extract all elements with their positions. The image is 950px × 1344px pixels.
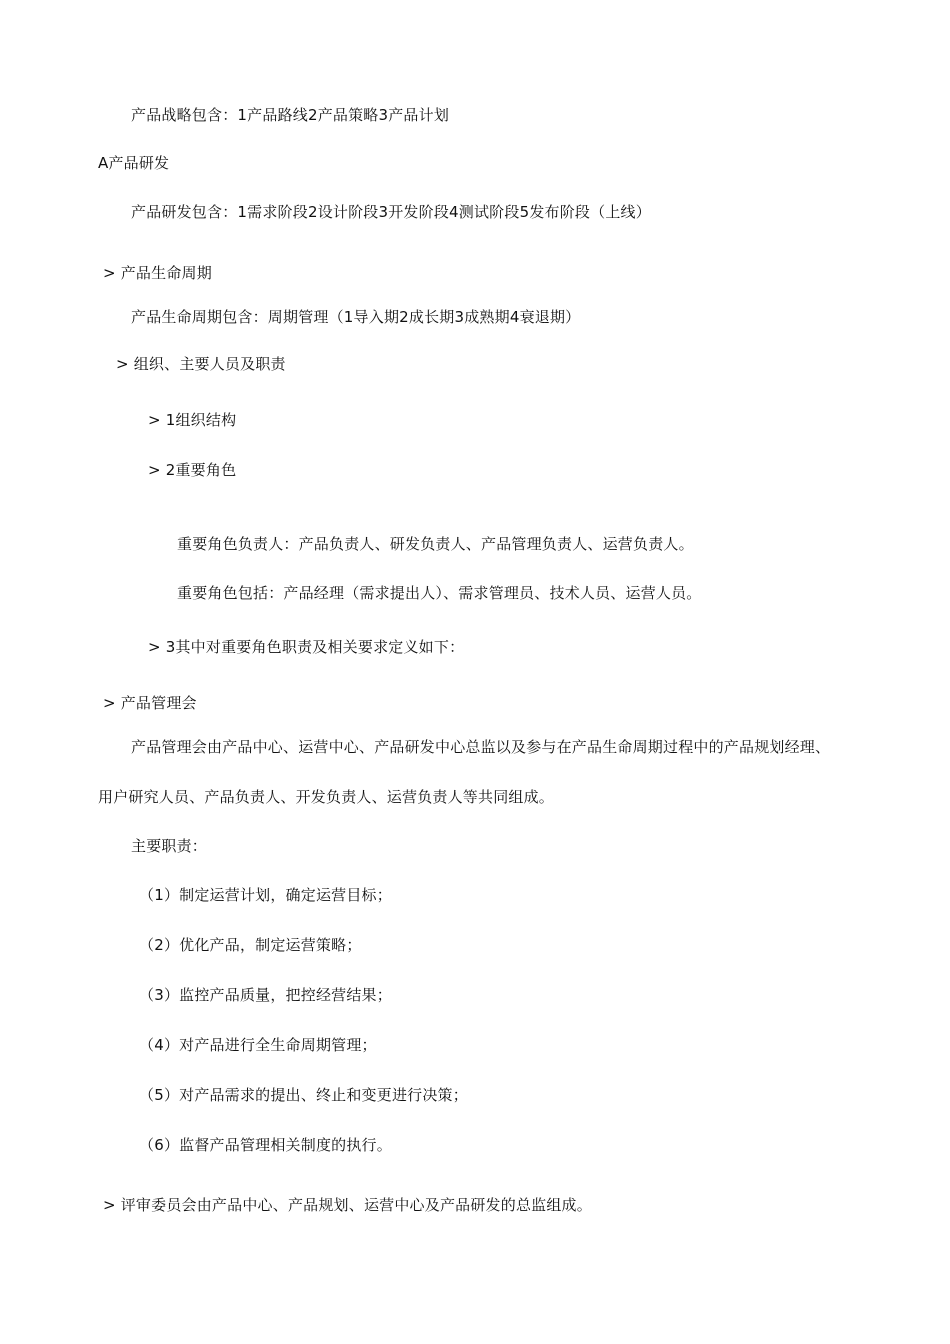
section-heading-organization: > 组织、主要人员及职责: [116, 355, 286, 373]
duty-item-6: （6）监督产品管理相关制度的执行。: [139, 1136, 392, 1154]
committee-composition-line-2: 用户研究人员、产品负责人、开发负责人、运营负责人等共同组成。: [98, 788, 555, 806]
duty-item-3: （3）监控产品质量，把控经营结果；: [139, 986, 392, 1004]
duty-item-2: （2）优化产品，制定运营策略；: [139, 936, 362, 954]
section-heading-lifecycle: > 产品生命周期: [103, 264, 212, 282]
section-heading-product-rd: A产品研发: [98, 154, 170, 172]
subheading-role-duties: > 3其中对重要角色职责及相关要求定义如下：: [148, 638, 465, 656]
rd-contents-line: 产品研发包含：1需求阶段2设计阶段3开发阶段4测试阶段5发布阶段（上线）: [131, 203, 651, 221]
subheading-org-structure: > 1组织结构: [148, 411, 237, 429]
key-role-leads-line: 重要角色负责人：产品负责人、研发负责人、产品管理负责人、运营负责人。: [177, 535, 694, 553]
lifecycle-contents-line: 产品生命周期包含：周期管理（1导入期2成长期3成熟期4衰退期）: [131, 308, 581, 326]
duty-item-1: （1）制定运营计划，确定运营目标；: [139, 886, 392, 904]
key-roles-include-line: 重要角色包括：产品经理（需求提出人）、需求管理员、技术人员、运营人员。: [177, 584, 702, 602]
main-duties-label: 主要职责：: [131, 837, 208, 855]
section-heading-product-committee: > 产品管理会: [103, 694, 197, 712]
committee-composition-line-1: 产品管理会由产品中心、运营中心、产品研发中心总监以及参与在产品生命周期过程中的产品规划经理、: [131, 738, 831, 756]
strategy-contents-line: 产品战略包含：1产品路线2产品策略3产品计划: [131, 106, 450, 124]
duty-item-4: （4）对产品进行全生命周期管理；: [139, 1036, 377, 1054]
subheading-key-roles: > 2重要角色: [148, 461, 237, 479]
duty-item-5: （5）对产品需求的提出、终止和变更进行决策；: [139, 1086, 468, 1104]
review-committee-line: > 评审委员会由产品中心、产品规划、运营中心及产品研发的总监组成。: [103, 1196, 592, 1214]
